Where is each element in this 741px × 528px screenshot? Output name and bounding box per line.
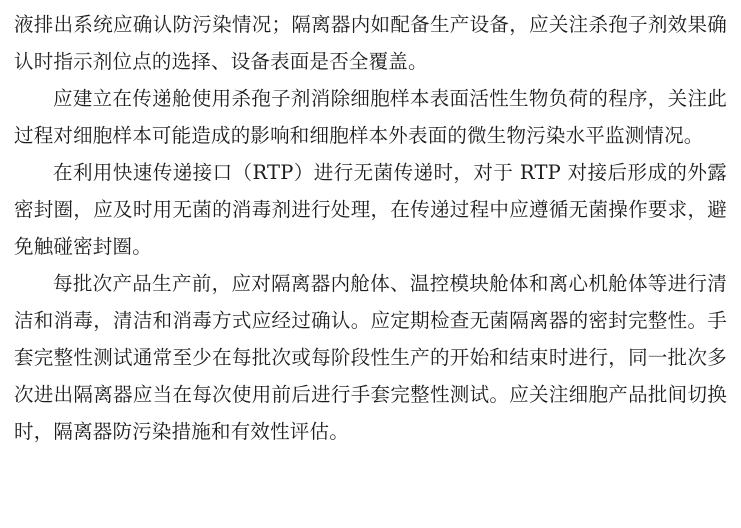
paragraph-3: 在利用快速传递接口（RTP）进行无菌传递时，对于 RTP 对接后形成的外露密封圈，应及时用无菌的消毒剂进行处理，在传递过程中应遵循无菌操作要求，避免触碰密封圈。: [14, 161, 727, 258]
paragraph-2: 应建立在传递舱使用杀孢子剂消除细胞样本表面活性生物负荷的程序，关注此过程对细胞样本可能造成的影响和细胞样本外表面的微生物污染水平监测情况。: [14, 87, 727, 147]
paragraph-4: 每批次产品生产前，应对隔离器内舱体、温控模块舱体和离心机舱体等进行清洁和消毒，清洁和消毒方式应经过确认。应定期检查无菌隔离器的密封完整性。手套完整性测试通常至少在每批次或每阶段性生产的开始和结束时进行，同一批次多次进出隔离器应当在每次使用前后进行手套完整性测试。应关注细胞产品批间切换时，隔离器防污染措施和有效性评估。: [14, 272, 727, 443]
paragraph-1: 液排出系统应确认防污染情况；隔离器内如配备生产设备，应关注杀孢子剂效果确认时指示剂位点的选择、设备表面是否全覆盖。: [14, 13, 727, 73]
